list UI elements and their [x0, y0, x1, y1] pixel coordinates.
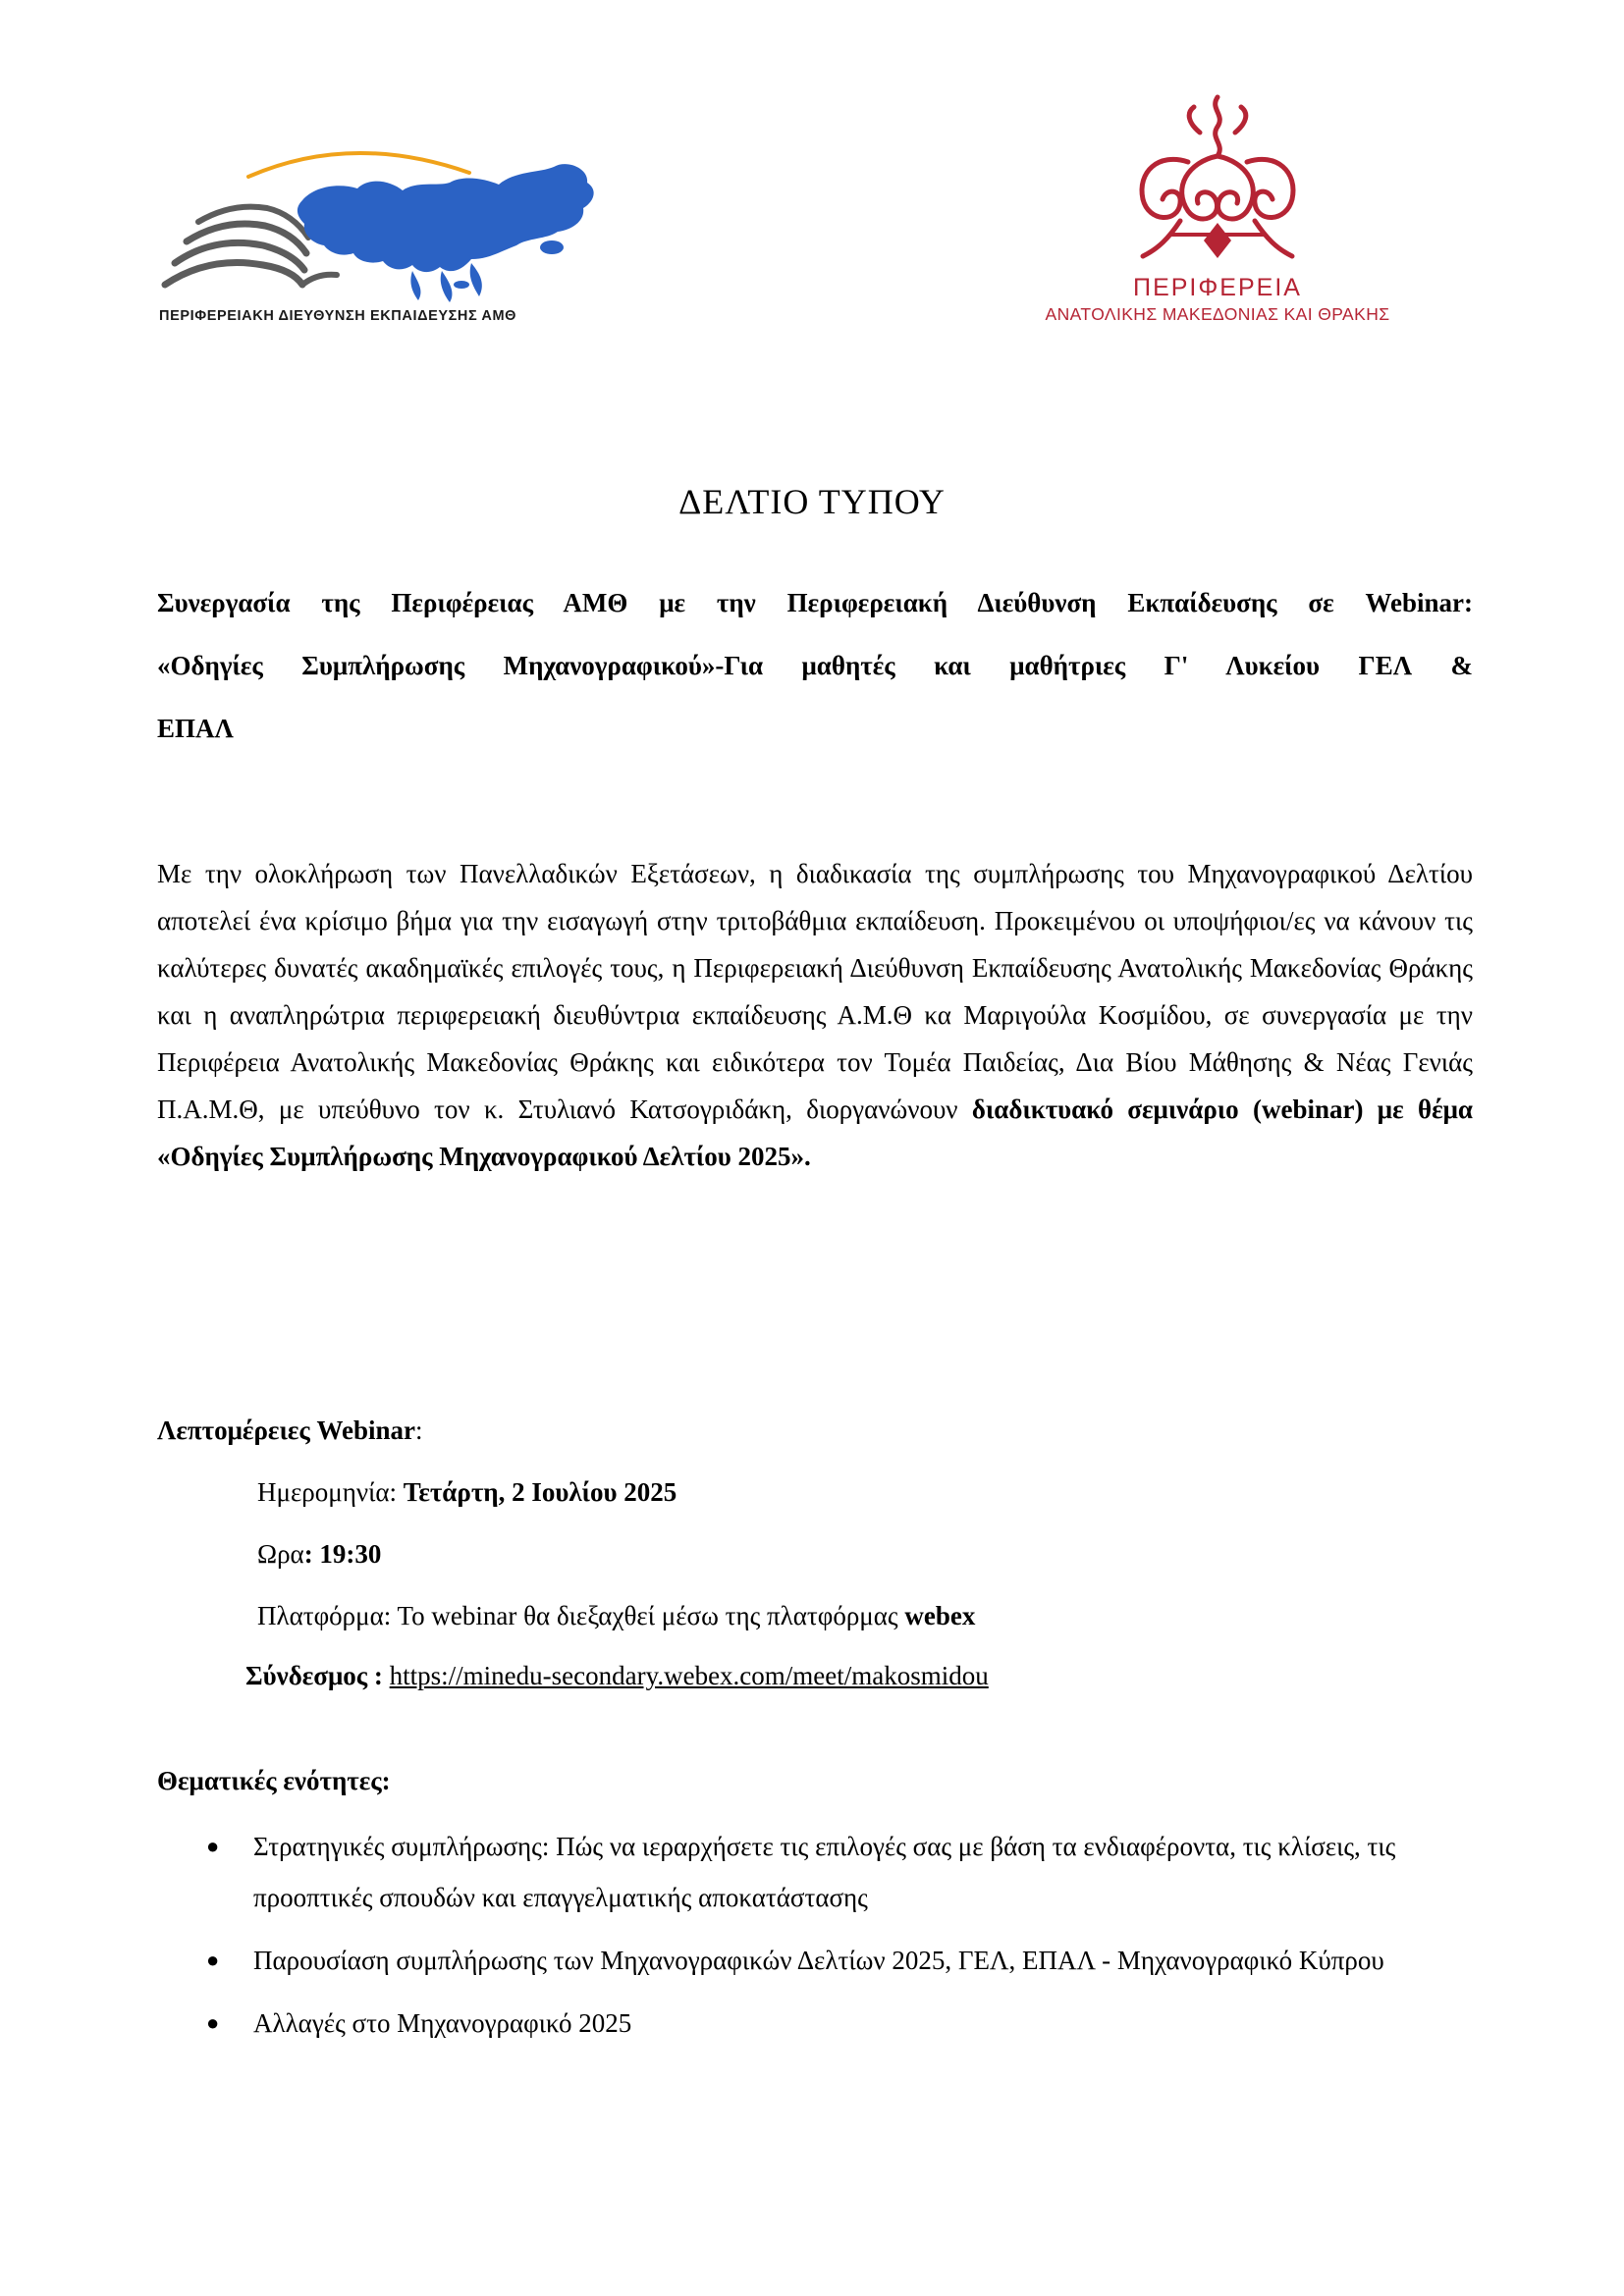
document-title: ΔΕΛΤΙΟ ΤΥΠΟΥ	[678, 482, 946, 521]
platform-value: webex	[904, 1601, 976, 1630]
link-row	[245, 1661, 989, 1691]
subtitle-line-3: ΕΠΑΛ	[157, 714, 234, 743]
list-item: ● Στρατηγικές συμπλήρωσης: Πώς να ιεραρχήσετε τις επιλογές σας με βάση τα ενδιαφέροντα, τις κλίσεις, τις προοπτικές σπουδών και επαγγελματικής αποκατάστασης	[157, 1821, 1473, 1923]
region-name-line1: ΠΕΡΙΦΕΡΕΙΑ	[1133, 274, 1302, 301]
body-bold-text: διαδικτυακό σεμινάριο (webinar) με θέμα «Οδηγίες Συμπλήρωσης Μηχανογραφικού Δελτίου 2025».	[157, 1095, 1473, 1171]
topics-heading: Θεματικές ενότητες:	[157, 1766, 391, 1795]
bullet-icon: ●	[206, 2010, 220, 2035]
time-label: Ωρα	[257, 1539, 304, 1569]
link-label: Σύνδεσμος :	[245, 1661, 390, 1690]
document-subtitle	[157, 571, 1473, 760]
subtitle-line-1: Συνεργασία της Περιφέρειας ΑΜΘ με την Περιφερειακή Διεύθυνση Εκπαίδευσης σε Webinar:	[157, 588, 1473, 617]
logo-caption: ΠΕΡΙΦΕΡΕΙΑΚΗ ΔΙΕΥΘΥΝΣΗ ΕΚΠΑΙΔΕΥΣΗΣ ΑΜΘ	[159, 308, 517, 324]
subtitle-line-2: «Οδηγίες Συμπλήρωσης Μηχανογραφικού»-Για μαθητές και μαθήτριες Γ' Λυκείου ΓΕΛ &	[157, 651, 1473, 680]
region-name-line2: ΑΝΑΤΟΛΙΚΗΣ ΜΑΚΕΔΟΝΙΑΣ ΚΑΙ ΘΡΑΚΗΣ	[1045, 304, 1390, 324]
topics-list	[157, 1821, 1473, 2060]
region-logo	[1021, 93, 1414, 334]
time-row	[257, 1539, 381, 1570]
bullet-icon: ●	[206, 1834, 220, 1858]
time-value: : 19:30	[303, 1539, 382, 1569]
book-map-logo-icon	[155, 137, 626, 304]
details-heading: Λεπτομέρειες Webinar:	[157, 1415, 423, 1445]
date-label: Ημερομηνία:	[257, 1477, 404, 1507]
body-text: Με την ολοκλήρωση των Πανελλαδικών Εξετάσεων, η διαδικασία της συμπλήρωσης του Μηχανογραφικού Δελτίου αποτελεί ένα κρίσιμο βήμα για την εισαγωγή στην τριτοβάθμια εκπαίδευση. Προκειμένου οι υποψήφιοι/ες να κάνουν τις καλύτερες δυνατές ακαδημαϊκές επιλογές τους, η Περιφερειακή Διεύθυνση Εκπαίδευσης Ανατολικής Μακεδονίας Θράκης και η αναπληρώτρια περιφερειακή διευθύντρια εκπαίδευσης Α.Μ.Θ κα Μαριγούλα Κοσμίδου, σε συνεργασία με την Περιφέρεια Ανατολικής Μακεδονίας Θράκης και ειδικότερα τον Τομέα Παιδείας, Δια Βίου Μάθησης & Νέας Γενιάς Π.Α.Μ.Θ, με υπεύθυνο τον κ. Στυλιανό Κατσογριδάκη, διοργανώνουν	[157, 859, 1473, 1124]
date-row	[257, 1477, 677, 1508]
education-directorate-logo	[155, 137, 626, 334]
platform-row	[257, 1601, 975, 1631]
body-paragraph	[157, 850, 1473, 1180]
date-value: Τετάρτη, 2 Ιουλίου 2025	[403, 1477, 677, 1507]
bullet-icon: ●	[206, 1948, 220, 1972]
list-item: ● Παρουσίαση συμπλήρωσης των Μηχανογραφικών Δελτίων 2025, ΓΕΛ, ΕΠΑΛ - Μηχανογραφικό Κύπρου	[157, 1935, 1473, 1986]
webinar-link[interactable]: https://minedu-secondary.webex.com/meet/makosmidou	[389, 1661, 989, 1690]
list-item: ● Αλλαγές στο Μηχανογραφικό 2025	[157, 1998, 1473, 2049]
platform-label: Πλατφόρμα: Το webinar θα διεξαχθεί μέσω της πλατφόρμας	[257, 1601, 905, 1630]
ornament-logo-icon	[1129, 93, 1306, 270]
